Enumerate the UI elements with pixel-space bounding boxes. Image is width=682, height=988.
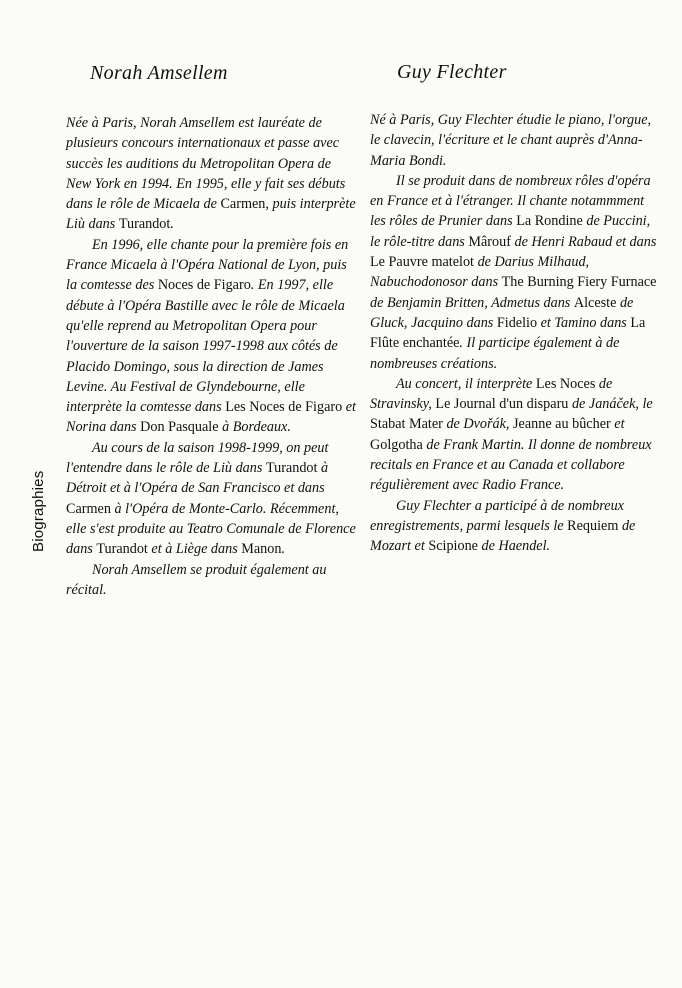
work-title: Le Journal d'un disparu — [435, 396, 569, 413]
text-run: Née à Paris, Norah Amsellem est lauréate de plusieurs concours internationaux et passe avec succès les auditions du Metropolitan Opera de New York en 1994. En 1995, elle y fait ses débuts dans le rôle de Micaela de — [66, 115, 346, 213]
artist-name: Norah Amsellem — [90, 62, 228, 84]
work-title: Turandot — [118, 216, 171, 233]
text-run: à Détroit et à l'Opéra de San Francisco et dans — [66, 460, 329, 497]
text-run: , puis interprète Liù dans — [66, 196, 356, 233]
text-run: Au concert, il interprète — [396, 375, 536, 392]
work-title: Don Pasquale — [140, 419, 219, 436]
work-title: Fidelio — [496, 314, 538, 331]
text-run: Au cours de la saison 1998-1999, on peut l'entendre dans le rôle de Liù dans — [66, 439, 329, 477]
text-run: de Haendel. — [477, 538, 551, 555]
work-title: Les Noces de Figaro — [225, 399, 343, 416]
text-run: de Darius Milhaud, Nabuchodonosor dans — [370, 254, 590, 291]
text-run: de Stravinsky, — [370, 375, 613, 413]
work-title: Scipione — [428, 538, 478, 555]
work-title: The Burning Fiery Furnace — [501, 274, 657, 291]
work-title: Les Noces — [535, 375, 596, 392]
text-run: . — [170, 216, 174, 233]
work-title: Turandot — [265, 460, 318, 477]
text-run: de Benjamin Britten, Admetus dans — [370, 294, 574, 311]
text-run: à Bordeaux. — [218, 419, 291, 436]
section-label: Biographies — [30, 470, 47, 552]
work-title: Golgotha — [370, 436, 423, 453]
text-run: En 1996, elle chante pour la première fois en France Micaela à l'Opéra National de Lyon, puis la comtesse des — [66, 236, 349, 294]
text-run: Guy Flechter a participé à de nombreux enregistrements, parmi lesquels le — [370, 497, 624, 534]
text-run: et Tamino dans — [537, 314, 631, 331]
text-run: de Dvořák, — [442, 416, 514, 433]
biography-paragraph — [370, 374, 660, 496]
text-run: Norah Amsellem se produit également au récital. — [66, 561, 327, 598]
text-run: . Il participe également à de nombreuses créations. — [370, 335, 620, 372]
biography-paragraph — [66, 113, 358, 235]
text-run: Né à Paris, Guy Flechter étudie le piano, l'orgue, le clavecin, l'écriture et le chant auprès d'Anna-Maria Bondi. — [370, 112, 652, 169]
text-run: de Frank Martin. Il donne de nombreux recitals en France et au Canada et collabore régulièrement avec Radio France. — [370, 436, 652, 494]
text-run: Il se produit dans de nombreux rôles d'opéra en France et à l'étranger. Il chante notammment les rôles de Prunier dans — [370, 172, 651, 230]
work-title: Alceste — [573, 294, 617, 311]
work-title: Jeanne au bûcher — [513, 416, 611, 433]
text-run: de Gluck, Jacquino dans — [370, 294, 634, 331]
work-title: Turandot — [96, 541, 148, 558]
text-run: et Norina dans — [66, 399, 356, 436]
text-run: de Henri Rabaud et dans — [510, 233, 657, 250]
text-run: de Mozart et — [370, 517, 636, 555]
work-title: La Rondine — [516, 213, 583, 230]
biography-text — [370, 110, 660, 557]
work-title: Noces de Figaro — [157, 277, 251, 294]
biography-paragraph — [66, 560, 358, 601]
work-title: Manon — [241, 541, 282, 558]
work-title: Requiem — [567, 517, 619, 534]
text-run: de Janáček, le — [568, 396, 653, 413]
biography-text — [66, 113, 358, 600]
text-run: . — [281, 541, 286, 558]
text-run: et à Liège dans — [147, 541, 242, 558]
biography-paragraph — [370, 171, 660, 374]
text-run: à l'Opéra de Monte-Carlo. Récemment, elle s'est produite au Teatro Comunale de Florence dans — [66, 500, 356, 558]
text-run: . En 1997, elle débute à l'Opéra Bastille avec le rôle de Micaela qu'elle reprend au Metropolitan Opera pour l'ouverture de la saison 1997-1998 aux côtés de Placido Domingo, sous la direction de James Levine. Au Festival de Glyndebourne, elle interprète la comtesse dans — [66, 277, 345, 416]
work-title: Stabat Mater — [370, 416, 443, 433]
work-title: Carmen — [220, 196, 266, 213]
biography-paragraph — [66, 235, 358, 438]
work-title: La Flûte enchantée — [370, 314, 646, 352]
artist-name: Guy Flechter — [397, 61, 507, 83]
text-run: de Puccini, le rôle-titre dans — [370, 213, 651, 250]
biography-paragraph — [370, 496, 660, 557]
biography-paragraph — [370, 110, 660, 171]
work-title: Mârouf — [468, 233, 511, 250]
biography-paragraph — [66, 438, 358, 560]
text-run: et — [610, 416, 625, 433]
work-title: Carmen — [66, 500, 111, 517]
work-title: Le Pauvre matelot — [370, 254, 475, 271]
